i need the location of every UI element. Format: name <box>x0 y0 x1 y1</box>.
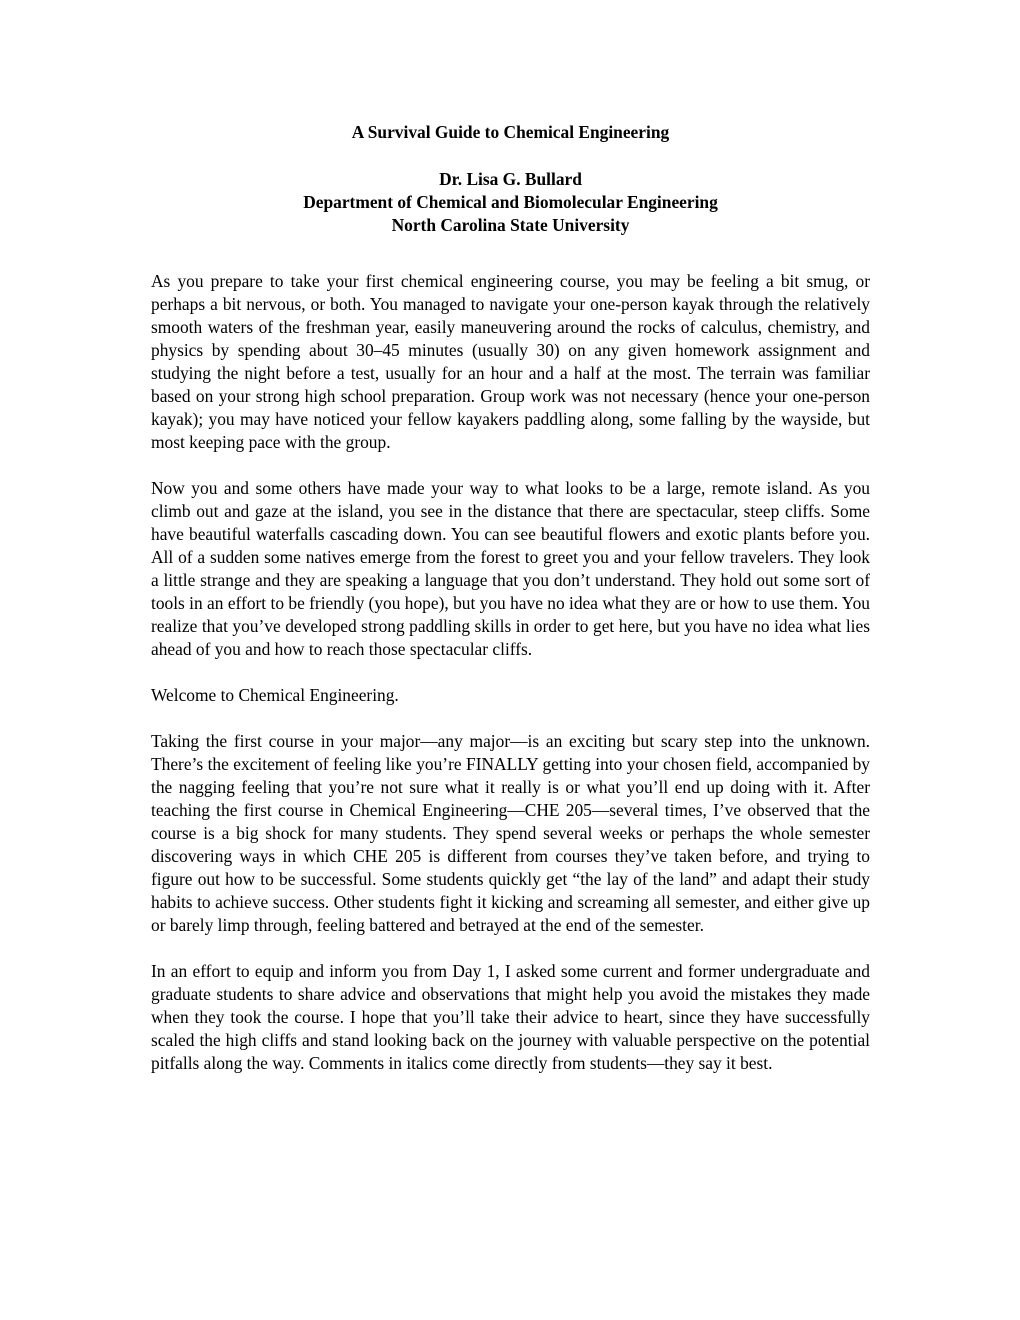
paragraph-first-course: Taking the first course in your major—any major—is an exciting but scary step into the unknown. There’s the excitement of feeling like you’re FINALLY getting into your chosen field, accompanied by the nagging feeling that you’re not sure what it really is or what you’ll end up doing with it. After teaching the first course in Chemical Engineering—CHE 205—several times, I’ve observed that the course is a big shock for many students. They spend several weeks or perhaps the whole semester discovering ways in which CHE 205 is different from courses they’ve taken before, and trying to figure out how to be successful. Some students quickly get “the lay of the land” and adapt their study habits to achieve success. Other students fight it kicking and screaming all semester, and either give up or barely limp through, feeling battered and betrayed at the end of the semester. <box>151 731 870 935</box>
paragraph-welcome: Welcome to Chemical Engineering. <box>151 685 399 705</box>
author-block <box>151 168 870 237</box>
paragraph-student-advice: In an effort to equip and inform you from Day 1, I asked some current and former undergraduate and graduate students to share advice and observations that might help you avoid the mistakes they made when they took the course. I hope that you’ll take their advice to heart, since they have successfully scaled the high cliffs and stand looking back on the journey with valuable perspective on the potential pitfalls along the way. Comments in italics come directly from students—they say it best. <box>151 961 870 1073</box>
author-department: Department of Chemical and Biomolecular Engineering <box>303 192 718 212</box>
author-university: North Carolina State University <box>391 215 630 235</box>
document-page <box>151 121 870 1075</box>
paragraph-kayak-intro: As you prepare to take your first chemical engineering course, you may be feeling a bit smug, or perhaps a bit nervous, or both. You managed to navigate your one-person kayak through the relatively smooth waters of the freshman year, easily maneuvering around the rocks of calculus, chemistry, and physics by spending about 30–45 minutes (usually 30) on any given homework assignment and studying the night before a test, usually for an hour and a half at the most. The terrain was familiar based on your strong high school preparation. Group work was not necessary (hence your one-person kayak); you may have noticed your fellow kayakers paddling along, some falling by the wayside, but most keeping pace with the group. <box>151 271 870 452</box>
paragraph-island: Now you and some others have made your way to what looks to be a large, remote island. As you climb out and gaze at the island, you see in the distance that there are spectacular, steep cliffs. Some have beautiful waterfalls cascading down. You can see beautiful flowers and exotic plants before you. All of a sudden some natives emerge from the forest to greet you and your fellow travelers. They look a little strange and they are speaking a language that you don’t understand. They hold out some sort of tools in an effort to be friendly (you hope), but you have no idea what they are or how to use them. You realize that you’ve developed strong paddling skills in order to get here, but you have no idea what lies ahead of you and how to reach those spectacular cliffs. <box>151 478 870 659</box>
author-name: Dr. Lisa G. Bullard <box>439 169 582 189</box>
document-title: A Survival Guide to Chemical Engineering <box>351 122 670 142</box>
